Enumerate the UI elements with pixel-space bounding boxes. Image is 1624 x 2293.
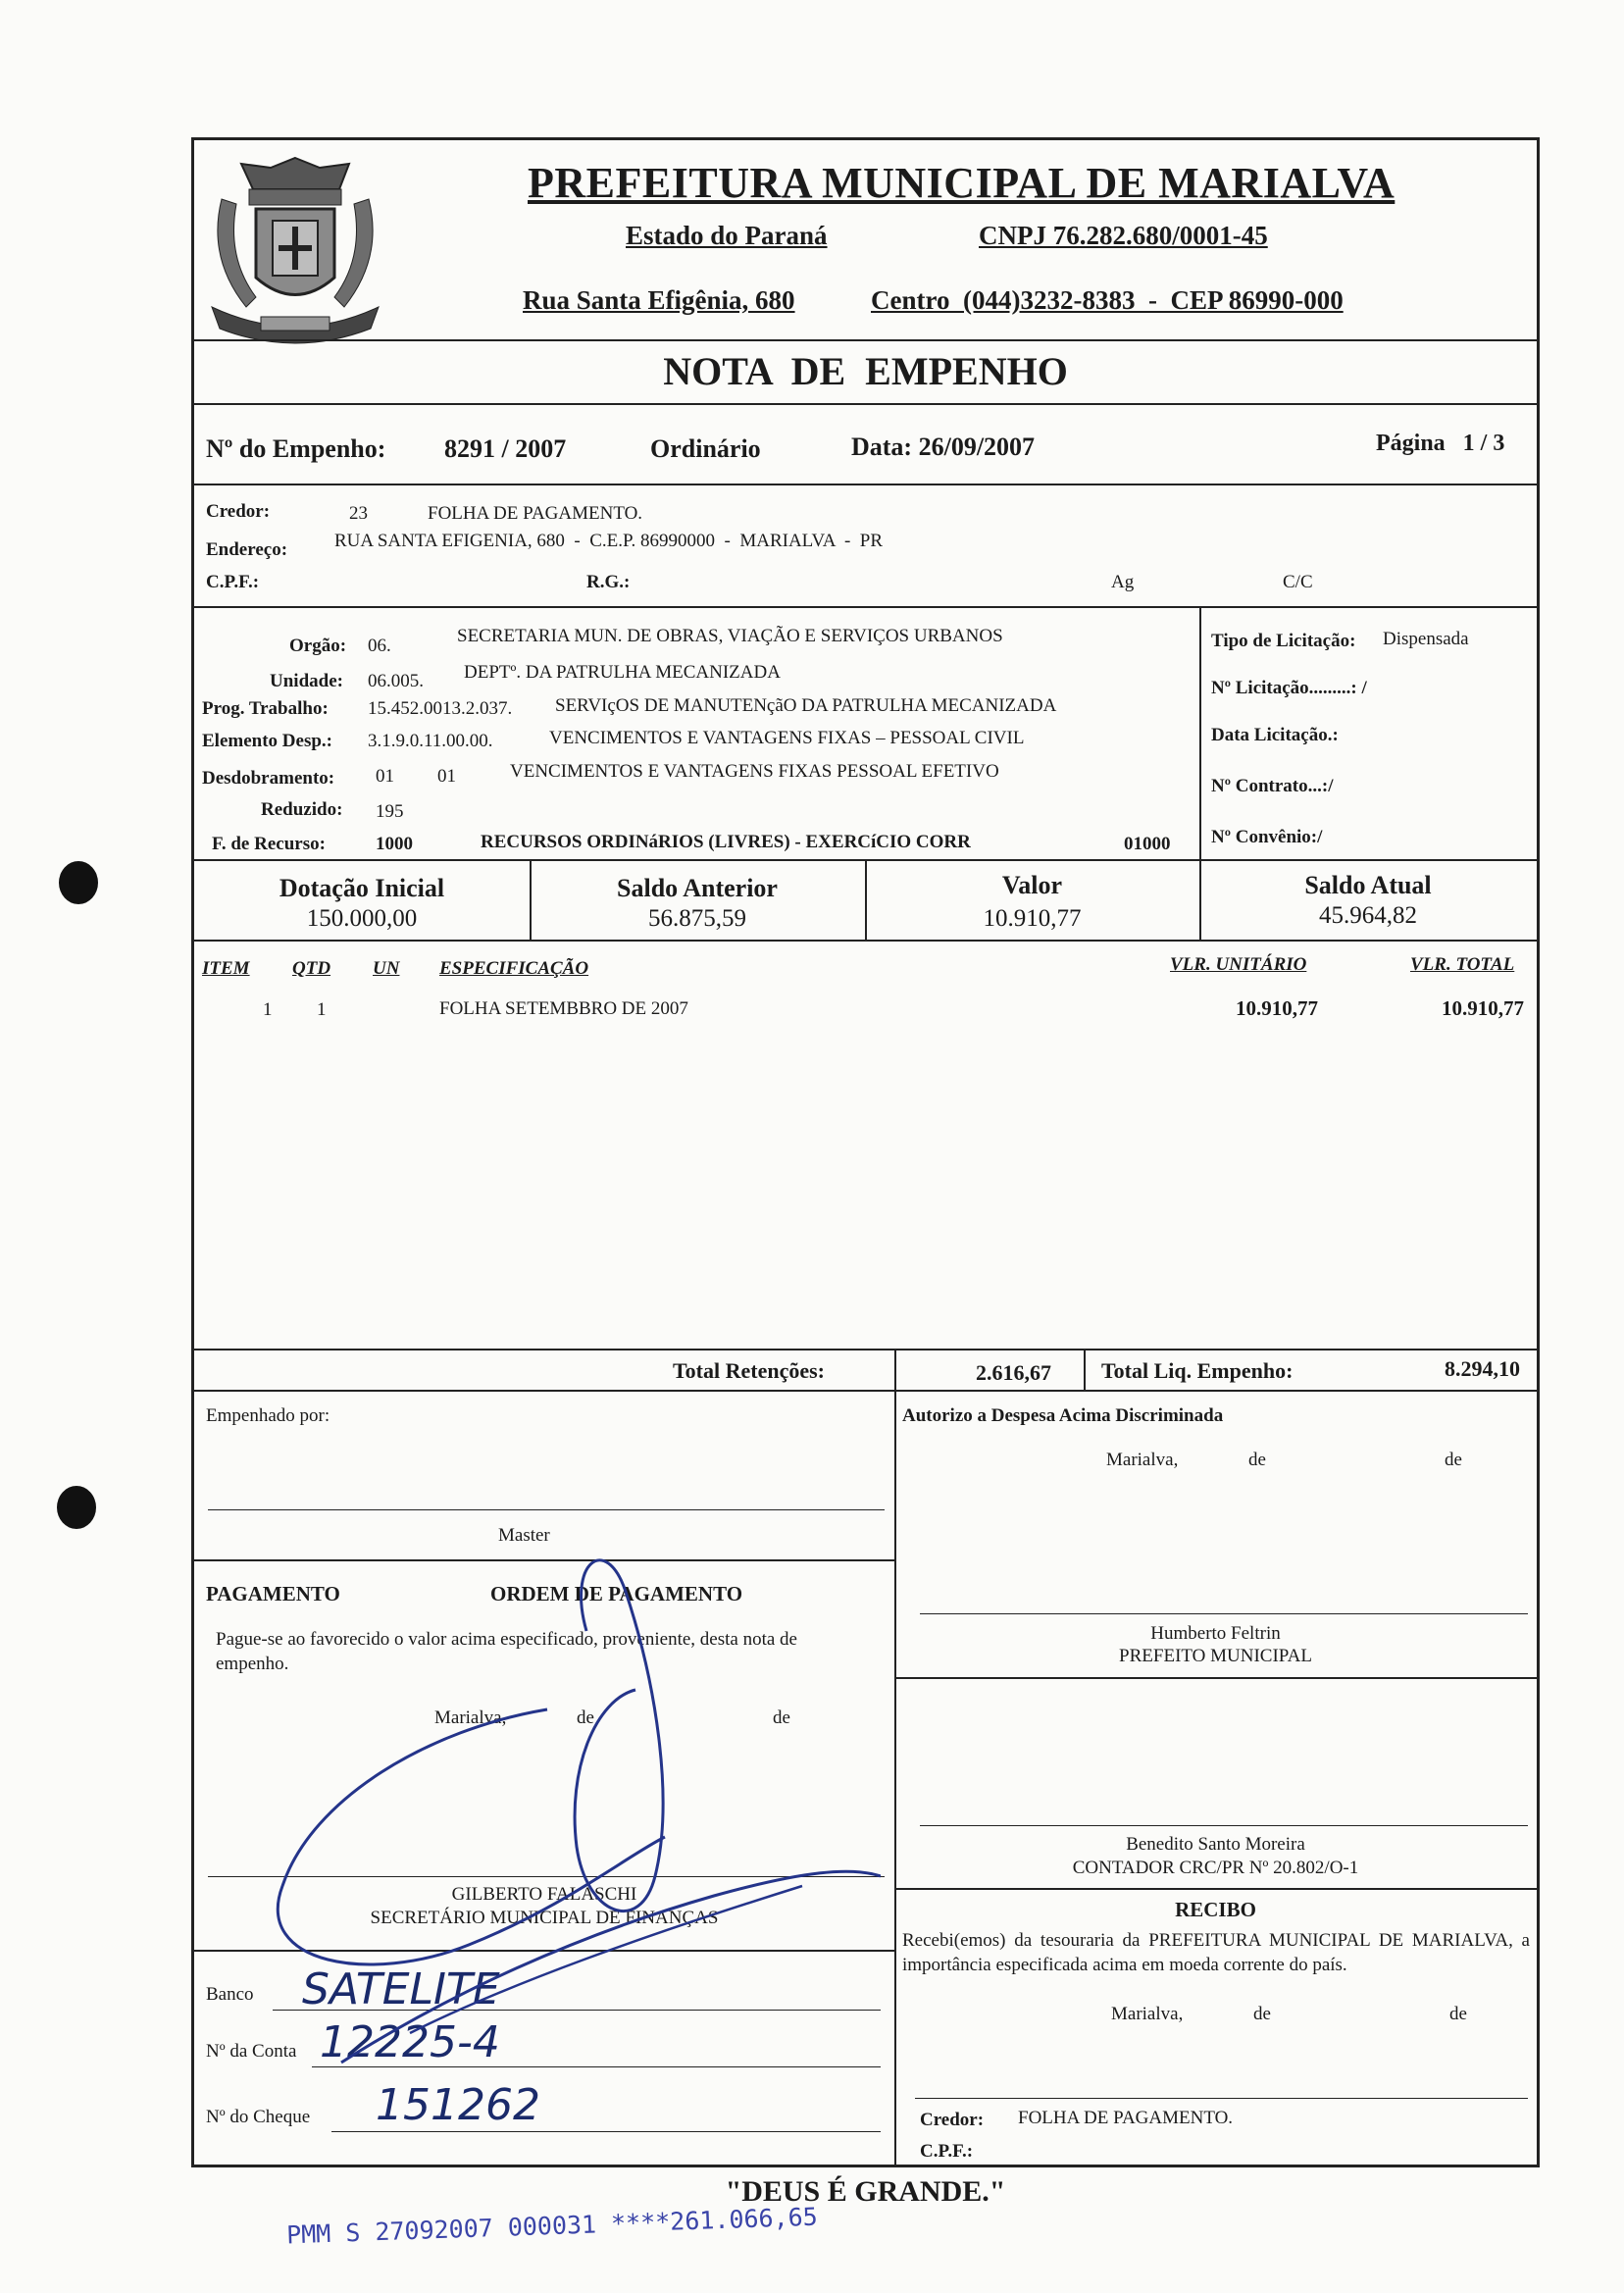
conta-label: Nº da Conta xyxy=(206,2041,297,2062)
licitacao-tipo-label: Tipo de Licitação: xyxy=(1211,631,1356,651)
autorizo-de-1: de xyxy=(1248,1450,1266,1470)
secretario-name: GILBERTO FALASCHI xyxy=(451,1884,637,1905)
pagamento-place: Marialva, xyxy=(434,1707,507,1728)
contrato-number: Nº Contrato...:/ xyxy=(1211,776,1334,796)
saldo-atual-value: 45.964,82 xyxy=(1319,902,1417,929)
header-district: Centro (044)3232-8383 - CEP 86990-000 xyxy=(871,285,1344,315)
saldo-anterior-value: 56.875,59 xyxy=(648,905,746,932)
prefeito-name: Humberto Feltrin xyxy=(1150,1623,1281,1644)
recibo-place: Marialva, xyxy=(1111,2004,1184,2024)
elemento-code: 3.1.9.0.11.00.00. xyxy=(368,731,493,751)
header-street: Rua Santa Efigênia, 680 xyxy=(523,285,795,315)
recibo-text: Recebi(emos) da tesouraria da PREFEITURA MUNICIPAL DE MARIALVA, a importância especificada acima em moeda corrente do país. xyxy=(902,1930,1530,1975)
punch-hole-bottom xyxy=(57,1486,96,1529)
unidade-code: 06.005. xyxy=(368,671,424,691)
col-un: UN xyxy=(373,958,400,979)
header-title: PREFEITURA MUNICIPAL DE MARIALVA xyxy=(528,159,1396,207)
cpf-label: C.P.F.: xyxy=(206,572,260,592)
licitacao-tipo-value: Dispensada xyxy=(1383,629,1469,649)
empenho-number: 8291 / 2007 xyxy=(444,434,567,463)
orgao-label: Orgão: xyxy=(289,636,347,656)
page-number: Página 1 / 3 xyxy=(1376,431,1505,456)
signature-scrawl-icon xyxy=(253,1523,881,2112)
elemento-desc: VENCIMENTOS E VANTAGENS FIXAS – PESSOAL CIVIL xyxy=(549,728,1025,748)
address-label: Endereço: xyxy=(206,539,288,560)
recurso-desc: RECURSOS ORDINáRIOS (LIVRES) - EXERCíCIO CORR xyxy=(481,832,971,852)
prefeito-role: PREFEITO MUNICIPAL xyxy=(1119,1646,1312,1666)
recurso-code: 1000 xyxy=(376,834,413,854)
cc-label: C/C xyxy=(1283,572,1313,592)
desdobramento-desc: VENCIMENTOS E VANTAGENS FIXAS PESSOAL EFETIVO xyxy=(510,761,999,782)
recibo-credor-label: Credor: xyxy=(920,2110,985,2130)
convenio-number: Nº Convênio:/ xyxy=(1211,827,1323,847)
recibo-title: RECIBO xyxy=(1175,1898,1256,1921)
empenhado-label: Empenhado por: xyxy=(206,1405,330,1426)
reduzido-label: Reduzido: xyxy=(261,799,343,820)
orgao-desc: SECRETARIA MUN. DE OBRAS, VIAÇÃO E SERVIÇOS URBANOS xyxy=(457,626,1003,646)
elemento-label: Elemento Desp.: xyxy=(202,731,332,751)
credor-code: 23 xyxy=(349,503,368,524)
banco-value: SATELITE xyxy=(302,1964,500,2014)
autorizo-title: Autorizo a Despesa Acima Discriminada xyxy=(902,1405,1224,1426)
address-value: RUA SANTA EFIGENIA, 680 - C.E.P. 86990000 - MARIALVA - PR xyxy=(334,531,884,551)
dotacao-inicial-label: Dotação Inicial xyxy=(279,874,445,902)
total-retencoes-value: 2.616,67 xyxy=(976,1360,1051,1385)
recibo-credor-value: FOLHA DE PAGAMENTO. xyxy=(1018,2108,1234,2128)
pagamento-title: PAGAMENTO xyxy=(206,1582,340,1605)
ordem-pagamento-title: ORDEM DE PAGAMENTO xyxy=(490,1582,743,1605)
desdobramento-label: Desdobramento: xyxy=(202,768,335,789)
punch-hole-top xyxy=(59,861,98,904)
header-cnpj: CNPJ 76.282.680/0001-45 xyxy=(979,221,1268,250)
col-spec: ESPECIFICAÇÃO xyxy=(439,958,589,979)
licitacao-date: Data Licitação.: xyxy=(1211,725,1339,745)
desdobramento-a: 01 xyxy=(376,766,394,787)
dotacao-inicial-value: 150.000,00 xyxy=(306,905,418,932)
cheque-label: Nº do Cheque xyxy=(206,2107,311,2127)
col-total-value: VLR. TOTAL xyxy=(1410,954,1515,975)
unidade-desc: DEPTº. DA PATRULHA MECANIZADA xyxy=(464,662,781,683)
col-qtd: QTD xyxy=(292,958,331,979)
total-liquido-label: Total Liq. Empenho: xyxy=(1101,1358,1294,1383)
recurso-label: F. de Recurso: xyxy=(212,834,326,854)
empenho-label: Nº do Empenho: xyxy=(206,434,386,463)
coat-of-arms-icon xyxy=(202,150,388,351)
orgao-code: 06. xyxy=(368,636,391,656)
cheque-value: 151262 xyxy=(376,2080,540,2130)
contador-name: Benedito Santo Moreira xyxy=(1126,1834,1305,1855)
item-total-value: 10.910,77 xyxy=(1442,996,1524,1020)
item-qty: 1 xyxy=(317,999,327,1020)
saldo-atual-label: Saldo Atual xyxy=(1304,871,1432,899)
col-unit-value: VLR. UNITÁRIO xyxy=(1170,954,1307,975)
empenho-date: Data: 26/09/2007 xyxy=(851,433,1036,461)
contador-role: CONTADOR CRC/PR Nº 20.802/O-1 xyxy=(1072,1858,1359,1878)
prog-label: Prog. Trabalho: xyxy=(202,698,329,719)
item-spec: FOLHA SETEMBBRO DE 2007 xyxy=(439,998,688,1019)
item-unit-value: 10.910,77 xyxy=(1236,996,1318,1020)
recibo-de-1: de xyxy=(1253,2004,1271,2024)
pagamento-text: Pague-se ao favorecido o valor acima especificado, proveniente, desta nota de empenho. xyxy=(216,1629,797,1674)
recurso-code-2: 01000 xyxy=(1124,834,1171,854)
total-retencoes-label: Total Retenções: xyxy=(673,1358,825,1383)
secretario-role: SECRETÁRIO MUNICIPAL DE FINANÇAS xyxy=(370,1908,719,1928)
reduzido-code: 195 xyxy=(376,801,404,822)
unidade-label: Unidade: xyxy=(270,671,343,691)
item-number: 1 xyxy=(263,999,273,1020)
total-liquido-value: 8.294,10 xyxy=(1445,1356,1520,1381)
credor-name: FOLHA DE PAGAMENTO. xyxy=(428,503,643,524)
credor-label: Credor: xyxy=(206,501,271,522)
valor-label: Valor xyxy=(1001,871,1063,899)
recibo-cpf-label: C.P.F.: xyxy=(920,2141,974,2162)
saldo-anterior-label: Saldo Anterior xyxy=(617,874,778,902)
document-title: NOTA DE EMPENHO xyxy=(663,349,1068,393)
autorizo-de-2: de xyxy=(1445,1450,1462,1470)
rg-label: R.G.: xyxy=(586,572,631,592)
desdobramento-b: 01 xyxy=(437,766,456,787)
conta-value: 12225-4 xyxy=(320,2017,500,2067)
pagamento-de-1: de xyxy=(577,1707,594,1728)
empenhado-name: Master xyxy=(498,1525,550,1546)
banco-label: Banco xyxy=(206,1984,254,2005)
motto: "DEUS É GRANDE." xyxy=(725,2175,1006,2208)
recibo-de-2: de xyxy=(1449,2004,1467,2024)
pagamento-de-2: de xyxy=(773,1707,790,1728)
prog-code: 15.452.0013.2.037. xyxy=(368,698,513,719)
col-item: ITEM xyxy=(202,958,250,979)
header-state: Estado do Paraná xyxy=(626,221,828,250)
autorizo-place: Marialva, xyxy=(1106,1450,1179,1470)
licitacao-number: Nº Licitação.........: / xyxy=(1211,678,1367,698)
prog-desc: SERVIçOS DE MANUTENçãO DA PATRULHA MECANIZADA xyxy=(555,695,1057,716)
machine-stamp: PMM S 27092007 000031 ****261.066,65 xyxy=(285,2202,819,2250)
nota-de-empenho-form xyxy=(191,137,1540,2167)
empenho-type: Ordinário xyxy=(650,434,761,463)
ag-label: Ag xyxy=(1111,572,1135,592)
valor-value: 10.910,77 xyxy=(983,905,1082,932)
